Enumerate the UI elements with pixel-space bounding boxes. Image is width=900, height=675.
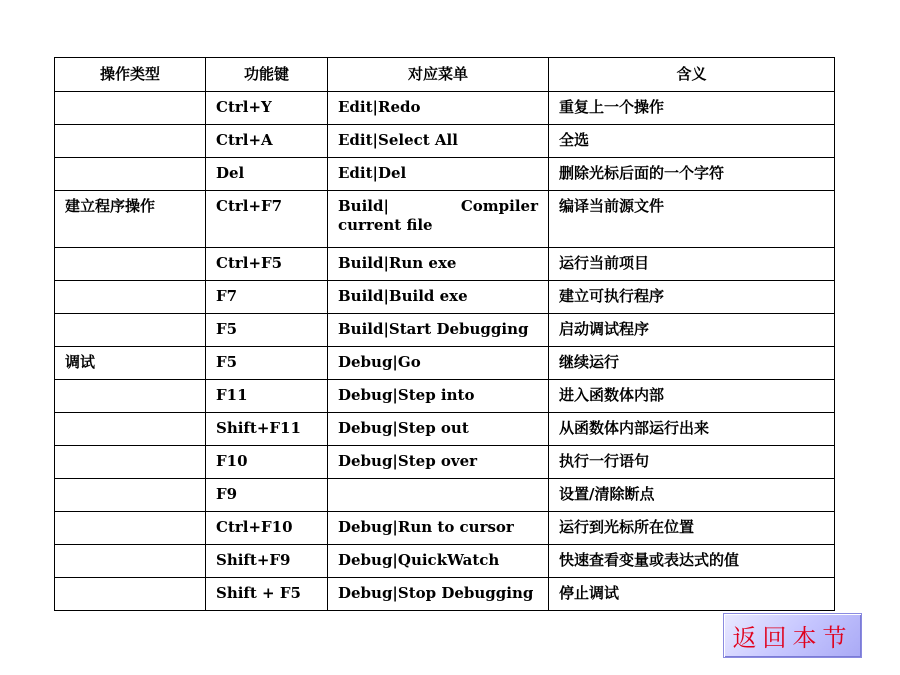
cell-type (55, 92, 206, 125)
table-row (55, 191, 835, 248)
table-row (55, 446, 835, 479)
cell-menu (328, 479, 549, 512)
cell-key: F5 (206, 347, 328, 380)
cell-meaning: 设置/清除断点 (549, 479, 835, 512)
cell-menu: Build|Start Debugging (328, 314, 549, 347)
cell-key: Shift + F5 (206, 578, 328, 611)
cell-type (55, 545, 206, 578)
shortcut-table (54, 57, 835, 611)
cell-type (55, 248, 206, 281)
cell-type (55, 512, 206, 545)
shortcut-table-container (54, 57, 834, 611)
table-row (55, 545, 835, 578)
cell-type (55, 380, 206, 413)
table-row (55, 92, 835, 125)
cell-menu: Debug|QuickWatch (328, 545, 549, 578)
cell-menu: Build|Run exe (328, 248, 549, 281)
table-row (55, 380, 835, 413)
cell-meaning: 删除光标后面的一个字符 (549, 158, 835, 191)
cell-type: 建立程序操作 (55, 191, 206, 248)
cell-type (55, 479, 206, 512)
cell-type (55, 125, 206, 158)
table-row (55, 479, 835, 512)
cell-menu: Edit|Select All (328, 125, 549, 158)
cell-meaning: 全选 (549, 125, 835, 158)
cell-key: Shift+F11 (206, 413, 328, 446)
cell-type: 调试 (55, 347, 206, 380)
cell-key: F5 (206, 314, 328, 347)
table-row (55, 314, 835, 347)
cell-type (55, 578, 206, 611)
cell-meaning: 执行一行语句 (549, 446, 835, 479)
table-row (55, 347, 835, 380)
cell-meaning: 启动调试程序 (549, 314, 835, 347)
table-row (55, 125, 835, 158)
cell-key: Ctrl+Y (206, 92, 328, 125)
cell-menu: Debug|Go (328, 347, 549, 380)
cell-meaning: 运行当前项目 (549, 248, 835, 281)
cell-type (55, 158, 206, 191)
table-row (55, 248, 835, 281)
cell-type (55, 413, 206, 446)
cell-type (55, 446, 206, 479)
cell-key: Ctrl+F7 (206, 191, 328, 248)
cell-menu: Debug|Run to cursor (328, 512, 549, 545)
cell-meaning: 重复上一个操作 (549, 92, 835, 125)
cell-key: F10 (206, 446, 328, 479)
table-row (55, 578, 835, 611)
cell-key: Ctrl+A (206, 125, 328, 158)
cell-menu: Build|Build exe (328, 281, 549, 314)
cell-meaning: 继续运行 (549, 347, 835, 380)
cell-meaning: 建立可执行程序 (549, 281, 835, 314)
cell-meaning: 进入函数体内部 (549, 380, 835, 413)
cell-menu: Debug|Stop Debugging (328, 578, 549, 611)
cell-meaning: 停止调试 (549, 578, 835, 611)
cell-meaning: 运行到光标所在位置 (549, 512, 835, 545)
cell-key: Ctrl+F10 (206, 512, 328, 545)
table-row (55, 281, 835, 314)
cell-type (55, 314, 206, 347)
header-function-key: 功能键 (206, 58, 328, 92)
table-row (55, 158, 835, 191)
cell-key: F7 (206, 281, 328, 314)
cell-key: Ctrl+F5 (206, 248, 328, 281)
table-row (55, 413, 835, 446)
cell-menu: Debug|Step into (328, 380, 549, 413)
table-row (55, 512, 835, 545)
cell-key: F9 (206, 479, 328, 512)
cell-key: F11 (206, 380, 328, 413)
cell-menu: Edit|Redo (328, 92, 549, 125)
cell-menu: Debug|Step over (328, 446, 549, 479)
cell-type (55, 281, 206, 314)
cell-meaning: 编译当前源文件 (549, 191, 835, 248)
cell-key: Del (206, 158, 328, 191)
header-menu: 对应菜单 (328, 58, 549, 92)
header-meaning: 含义 (549, 58, 835, 92)
cell-meaning: 快速查看变量或表达式的值 (549, 545, 835, 578)
table-header-row (55, 58, 835, 92)
cell-menu: Build| Compiler current file (328, 191, 549, 248)
cell-menu: Debug|Step out (328, 413, 549, 446)
back-to-section-button[interactable]: 返回本节 (723, 613, 862, 658)
header-operation-type: 操作类型 (55, 58, 206, 92)
cell-menu: Edit|Del (328, 158, 549, 191)
cell-key: Shift+F9 (206, 545, 328, 578)
cell-meaning: 从函数体内部运行出来 (549, 413, 835, 446)
